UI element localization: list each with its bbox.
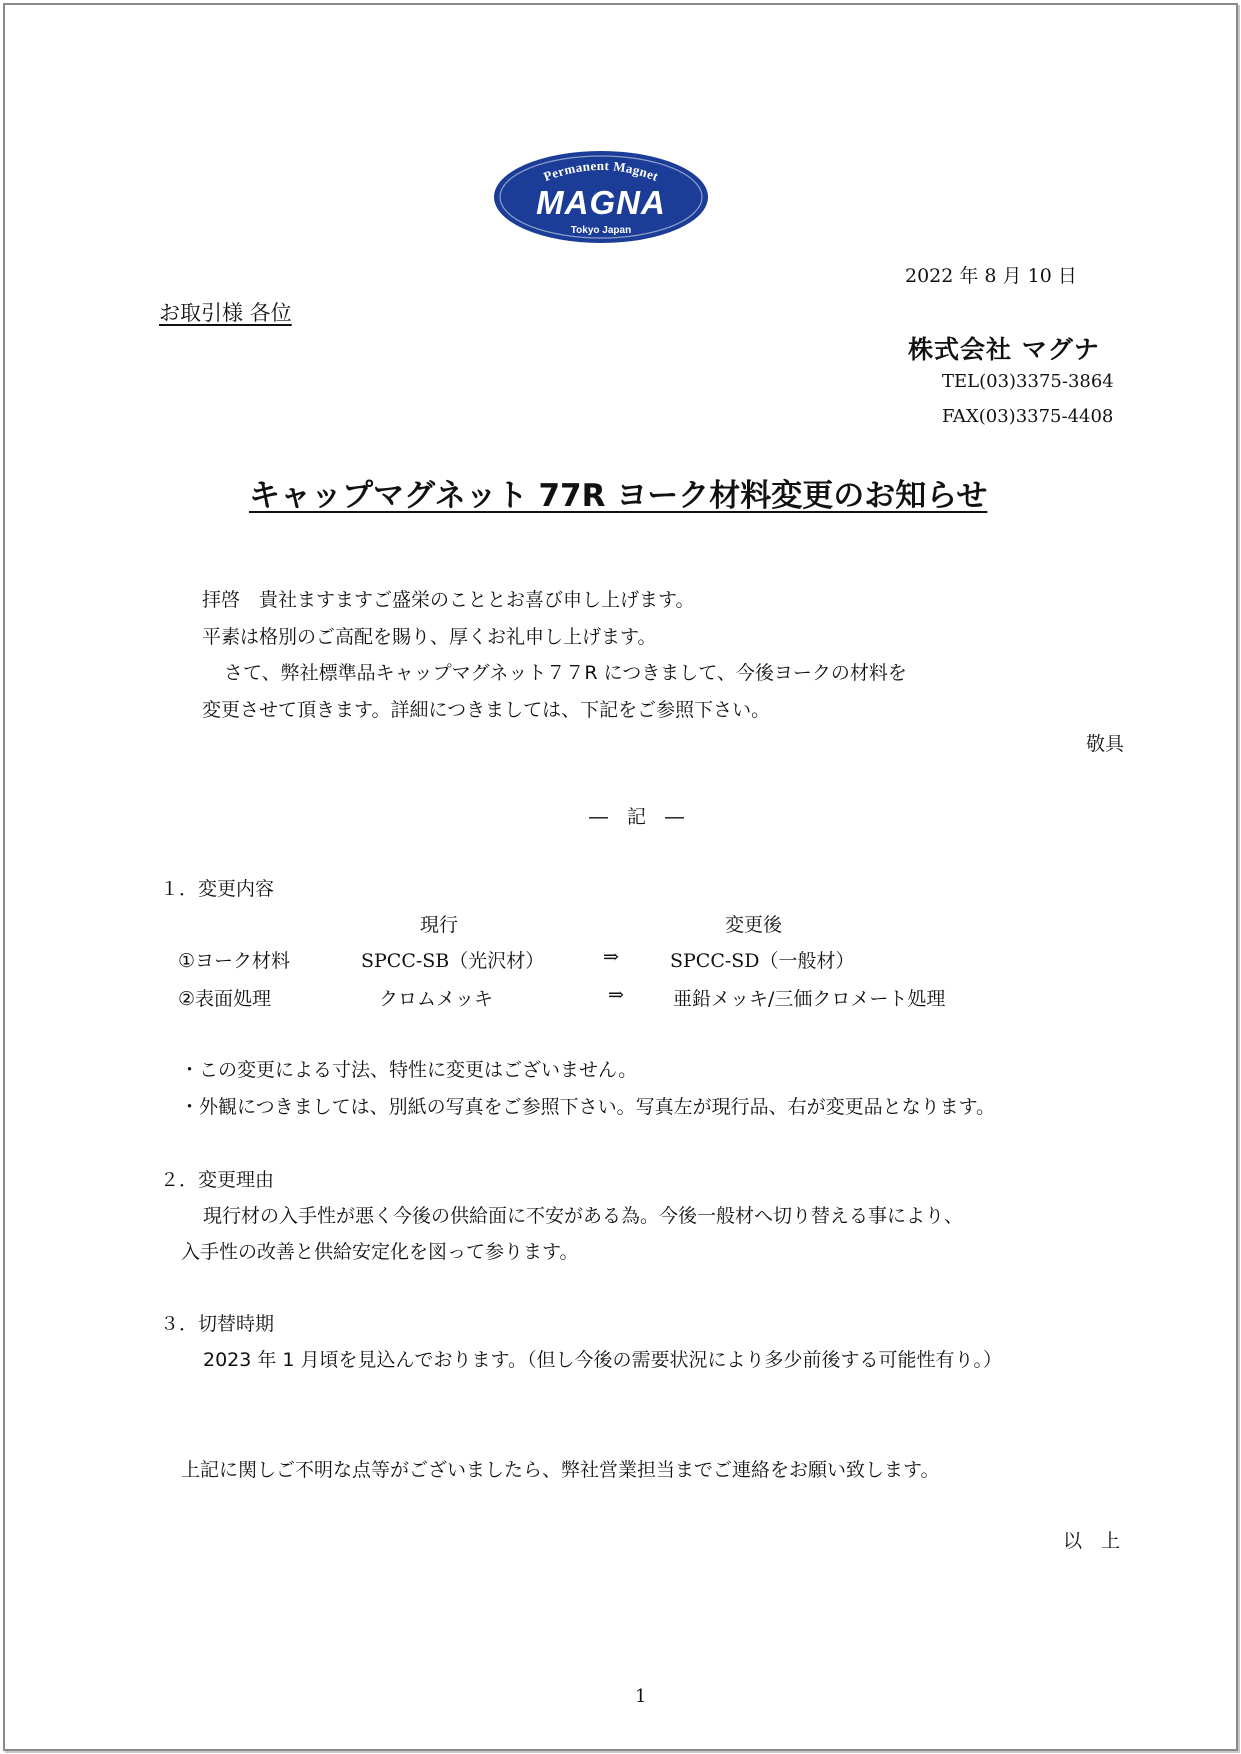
row-2-item: ②表面処理 [178, 988, 272, 1010]
section-2-heading: ２．変更理由 [160, 1169, 275, 1191]
fax-number: FAX(03)3375-4408 [942, 406, 1114, 427]
logo-brand-text: MAGNA [536, 184, 666, 221]
row-2-after: 亜鉛メッキ/三価クロメート処理 [673, 988, 946, 1010]
date: 2022 年 8 月 10 日 [905, 265, 1077, 287]
note-1: ・この変更による寸法、特性に変更はございません。 [180, 1059, 638, 1081]
logo-bottom-text: Tokyo Japan [570, 225, 632, 236]
recipient: お取引様 各位 [159, 301, 292, 325]
document-title: キャップマグネット 77R ヨーク材料変更のお知らせ [249, 478, 988, 514]
intro-line-2: 平素は格別のご高配を賜り、厚くお礼申し上げます。 [202, 626, 657, 648]
magna-logo [493, 150, 709, 244]
row-2-arrow: ⇒ [608, 984, 624, 1006]
row-1-after: SPCC-SD（一般材） [670, 950, 855, 972]
row-1-item: ①ヨーク材料 [178, 950, 291, 972]
note-2: ・外観につきましては、別紙の写真をご参照下さい。写真左が現行品、右が変更品となります。 [180, 1096, 996, 1118]
intro-line-1: 拝啓 貴社ますますご盛栄のこととお喜び申し上げます。 [202, 589, 695, 611]
section-3-heading: ３．切替時期 [160, 1313, 275, 1335]
intro-line-4: 変更させて頂きます。詳細につきましては、下記をご参照下さい。 [202, 699, 771, 721]
contact-line: 上記に関しご不明な点等がございましたら、弊社営業担当までご連絡をお願い致します。 [181, 1459, 940, 1481]
page-number: 1 [635, 1686, 647, 1707]
tel-number: TEL(03)3375-3864 [942, 371, 1114, 392]
section-3-line-1: 2023 年 1 月頃を見込んでおります。（但し今後の需要状況により多少前後する可能性有り。） [203, 1349, 1003, 1371]
section-2-line-2: 入手性の改善と供給安定化を図って参ります。 [181, 1241, 579, 1263]
row-2-current: クロムメッキ [379, 988, 494, 1010]
intro-line-3: さて、弊社標準品キャップマグネット７７R につきまして、今後ヨークの材料を [224, 662, 907, 684]
document-page [3, 3, 1238, 1751]
section-2-line-1: 現行材の入手性が悪く今後の供給面に不安がある為。今後一般材へ切り替える事により、 [203, 1205, 964, 1227]
end-mark: 以 上 [1063, 1530, 1121, 1552]
section-1-heading: １．変更内容 [160, 878, 275, 900]
logo-top-text: Permanent Magnet [541, 157, 661, 185]
row-1-arrow: ⇒ [603, 946, 619, 968]
column-after: 変更後 [725, 914, 783, 936]
row-1-current: SPCC-SB（光沢材） [361, 950, 545, 972]
column-current: 現行 [420, 914, 459, 936]
ki-heading: ― 記 ― [589, 806, 685, 828]
company-name: 株式会社 マグナ [908, 335, 1100, 364]
closing-keigu: 敬具 [1086, 733, 1125, 755]
